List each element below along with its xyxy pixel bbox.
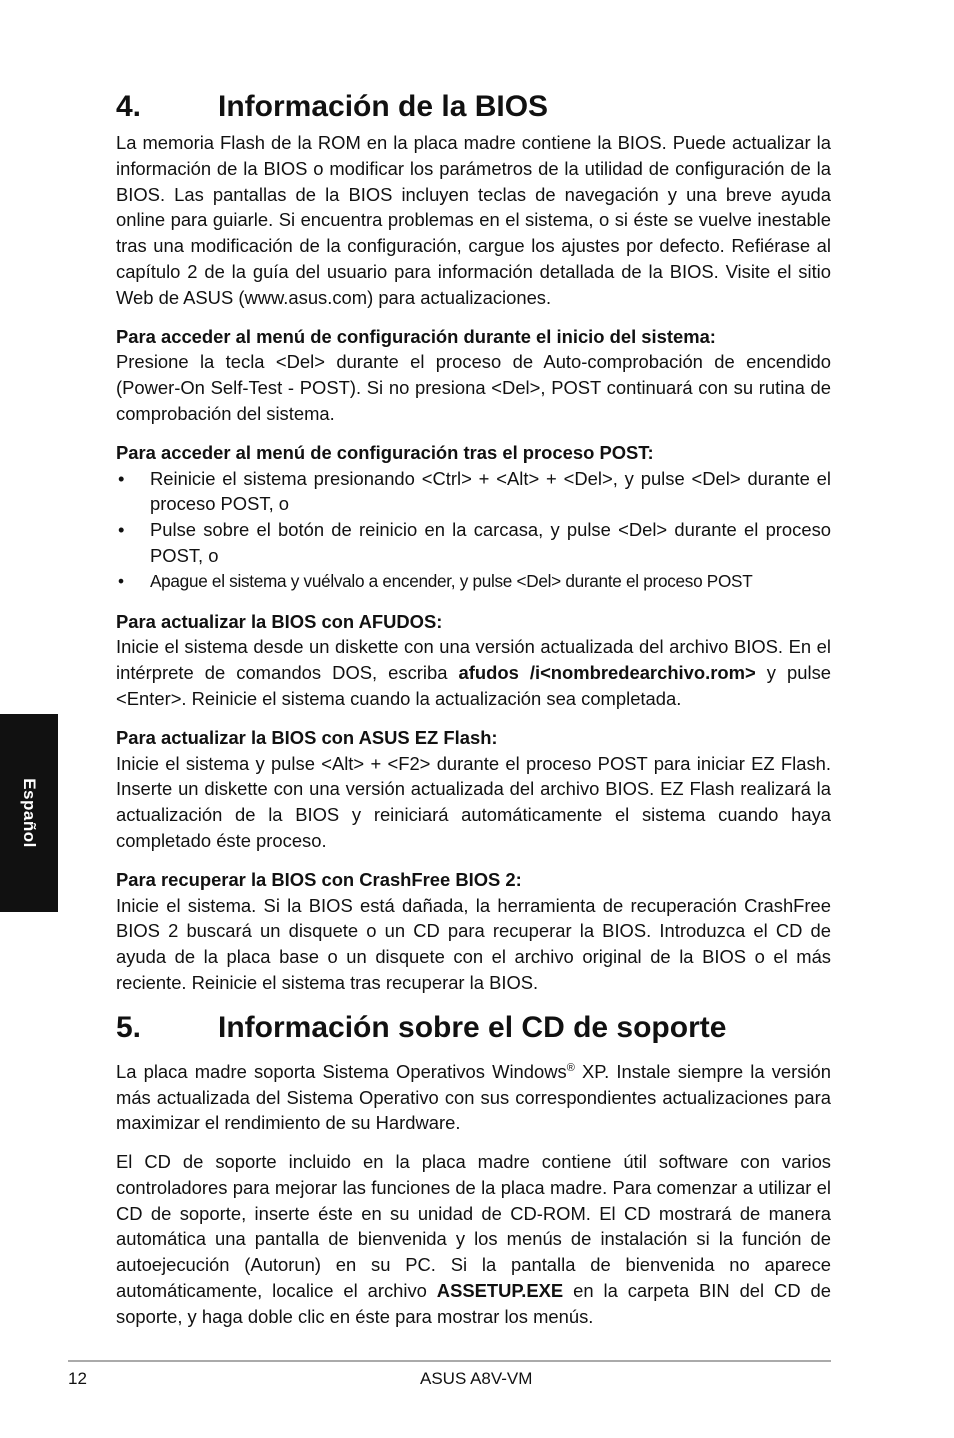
cd-os-paragraph: [116, 1059, 831, 1136]
language-tab-label: Español: [20, 778, 39, 848]
cd-os-text-part-2: XP. Instale siempre la versión más actualizada del Sistema Operativo con sus correspondientes actualizaciones para maximizar el rendimiento de su Hardware.: [116, 1060, 832, 1134]
afudos-paragraph: [116, 634, 831, 711]
afudos-heading: Para actualizar la BIOS con AFUDOS:: [116, 610, 443, 632]
section-4-number: 4.: [116, 90, 142, 123]
ez-flash-paragraph: Inicie el sistema y pulse <Alt> + <F2> durante el proceso POST para iniciar EZ Flash. Inserte un diskette con una versión actualizada del archivo BIOS. EZ Flash realizará la actualización de la BIOS y reiniciará automáticamente el sistema cuando haya completado éste proceso.: [116, 752, 831, 851]
section-5-heading: [116, 1009, 831, 1047]
list-item: [116, 466, 831, 518]
bullet-glyph: •: [118, 467, 125, 489]
page-content: [116, 88, 831, 1343]
footer-divider: [68, 1360, 831, 1362]
section-5-title: Información sobre el CD de soporte: [218, 1010, 727, 1044]
section-4-title: Información de la BIOS: [218, 90, 549, 123]
boot-setup-heading: Para acceder al menú de configuración durante el inicio del sistema:: [116, 325, 716, 347]
list-item-text: Pulse sobre el botón de reinicio en la carcasa, y pulse <Del> durante el proceso POST, o: [150, 519, 831, 566]
bullet-glyph: •: [118, 519, 125, 541]
cd-usage-text-part-2: en la carpeta BIN del CD de soporte, y haga doble clic en éste para mostrar los menús.: [116, 1280, 831, 1327]
ez-flash-heading: Para actualizar la BIOS con ASUS EZ Flash:: [116, 726, 498, 748]
list-item-text: Apague el sistema y vuélvalo a encender, y pulse <Del> durante el proceso POST: [150, 570, 753, 591]
registered-mark: ®: [566, 1061, 575, 1074]
crashfree-paragraph: Inicie el sistema. Si la BIOS está dañada, la herramienta de recuperación CrashFree BIOS 2 buscará un disquete o un CD para recuperar la BIOS. Introduzca el CD de ayuda de la placa base o un disquete con el archivo original de la BIOS o el más reciente. Reinicie el sistema tras recuperar la BIOS.: [116, 894, 831, 993]
footer-model-name: ASUS A8V-VM: [420, 1369, 533, 1388]
afudos-text-part-2: y pulse <Enter>. Reinicie el sistema cuando la actualización sea completada.: [116, 662, 832, 709]
language-side-tab: [0, 714, 58, 912]
footer-page-number: 12: [68, 1369, 87, 1388]
list-item: [116, 569, 831, 595]
post-setup-heading: Para acceder al menú de configuración tras el proceso POST:: [116, 441, 654, 463]
afudos-text-part-1: Inicie el sistema desde un diskette con una versión actualizada del archivo BIOS. En el intérprete de comandos DOS, escriba: [116, 636, 831, 684]
list-item-text: Reinicie el sistema presionando <Ctrl> + <Alt> + <Del>, y pulse <Del> durante el proceso POST, o: [150, 467, 831, 515]
section-4-heading: [116, 88, 831, 126]
bullet-glyph: •: [118, 570, 124, 591]
post-setup-list: [116, 466, 831, 595]
assetup-filename: ASSETUP.EXE: [436, 1280, 564, 1302]
cd-usage-text-part-1: El CD de soporte incluido en la placa madre contiene útil software con varios controladores para mejorar las funciones de la placa madre. Para comenzar a utilizar el CD de soporte, inserte éste en su unidad de CD-ROM. El CD mostrará de manera automática una pantalla de bienvenida y los menús de instalación si la función de autoejecución (Autorun) en su PC. Si la pantalla de bienvenida no aparece automáticamente, localice el archivo: [116, 1151, 831, 1302]
bios-intro-paragraph: La memoria Flash de la ROM en la placa madre contiene la BIOS. Puede actualizar la información de la BIOS o modificar los parámetros de la utilidad de configuración de la BIOS. Las pantallas de la BIOS incluyen teclas de navegación y una breve ayuda online para guiarle. Si encuentra problemas en el sistema, o si éste se vuelve inestable tras una modificación de la configuración, cargue los ajustes por defecto. Refiérase al capítulo 2 de la guía del usuario para información detallada de la BIOS. Visite el sitio Web de ASUS (www.asus.com) para actualizaciones.: [116, 132, 831, 308]
afudos-command: afudos /i<nombredearchivo.rom>: [458, 662, 756, 684]
boot-setup-paragraph: Presione la tecla <Del> durante el proceso de Auto-comprobación de encendido (Power-On Self-Test - POST). Si no presiona <Del>, POST continuará con su rutina de comprobación del sistema.: [116, 351, 831, 424]
crashfree-heading: Para recuperar la BIOS con CrashFree BIOS 2:: [116, 868, 522, 890]
cd-os-text-part-1: La placa madre soporta Sistema Operativos Windows: [116, 1060, 567, 1082]
section-5-number: 5.: [116, 1010, 142, 1044]
cd-usage-paragraph: [116, 1149, 831, 1330]
list-item: [116, 517, 831, 569]
